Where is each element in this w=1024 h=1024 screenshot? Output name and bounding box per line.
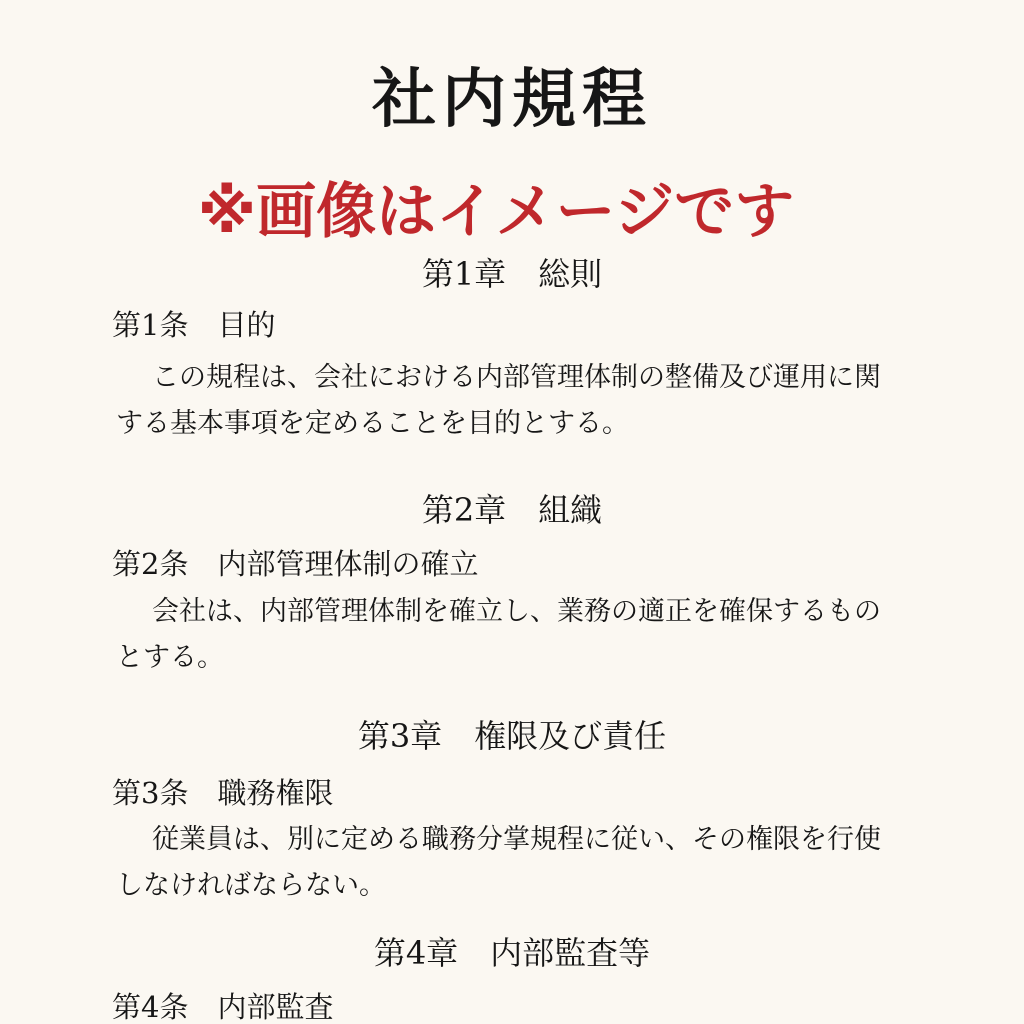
article-1-body-line: この規程は、会社における内部管理体制の整備及び運用に関	[152, 362, 881, 393]
article-1-heading: 第1条 目的	[112, 308, 276, 342]
chapter-2-heading: 第2章 組織	[421, 491, 603, 529]
article-3-heading: 第3条 職務権限	[112, 776, 334, 810]
image-disclaimer-watermark: ※画像はイメージです	[197, 177, 795, 247]
article-2-body-line: とする。	[116, 642, 224, 673]
article-3-body-line: しなければならない。	[116, 870, 386, 901]
chapter-3-heading: 第3章 権限及び責任	[357, 717, 667, 755]
chapter-1-heading: 第1章 総則	[421, 255, 603, 293]
article-3-body-line: 従業員は、別に定める職務分掌規程に従い、その権限を行使	[152, 824, 881, 855]
article-2-heading: 第2条 内部管理体制の確立	[112, 547, 479, 581]
document-title: 社内規程	[372, 62, 652, 137]
article-2-body-line: 会社は、内部管理体制を確立し、業務の適正を確保するもの	[152, 596, 881, 627]
article-1-body-line: する基本事項を定めることを目的とする。	[116, 408, 629, 439]
article-4-heading: 第4条 内部監査	[112, 990, 334, 1024]
chapter-4-heading: 第4章 内部監査等	[373, 934, 651, 972]
